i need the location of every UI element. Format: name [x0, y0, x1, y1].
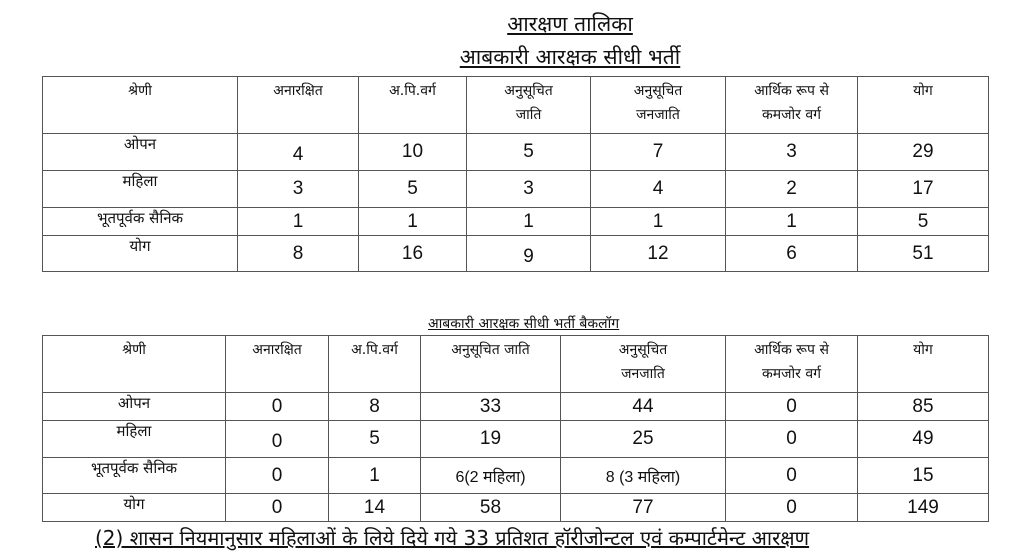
document-title: आरक्षण तालिका: [507, 12, 633, 36]
header-sc: [467, 77, 591, 134]
backlog-table: [42, 335, 989, 522]
cell-value: 1: [329, 458, 421, 494]
table-row: [43, 208, 989, 236]
header-ews: [726, 77, 858, 134]
header-ews-label: आर्थिक रूप से कमजोर वर्ग: [754, 83, 829, 123]
header-st-label: अनुसूचित जनजाति: [618, 342, 668, 382]
header-category: श्रेणी: [43, 336, 226, 393]
reservation-table: [42, 76, 989, 272]
table-row: [43, 171, 989, 208]
cell-value: 0: [226, 494, 329, 522]
cell-value: 49: [858, 421, 989, 458]
header-ews-label: आर्थिक रूप से कमजोर वर्ग: [754, 342, 829, 382]
table-row: [43, 393, 989, 421]
cell-value: 9: [467, 236, 591, 272]
cell-value: 77: [561, 494, 726, 522]
cell-value: 3: [467, 171, 591, 208]
cell-value: 44: [561, 393, 726, 421]
cell-value: 15: [858, 458, 989, 494]
cell-value: 0: [726, 458, 858, 494]
row-category: भूतपूर्वक सैनिक: [43, 208, 238, 236]
row-category: महिला: [43, 421, 226, 458]
row-category: योग: [43, 494, 226, 522]
header-st-label: अनुसूचित जनजाति: [633, 83, 683, 123]
header-unreserved: अनारक्षित: [238, 77, 359, 134]
cell-value: 6(2 महिला): [421, 458, 561, 494]
cell-value: 14: [329, 494, 421, 522]
header-category: श्रेणी: [43, 77, 238, 134]
footer-paragraph-partial: (2) शासन नियमानुसार महिलाओं के लिये दिये गये 33 प्रतिशत हॉरीजोन्टल एवं कम्पार्टमेन्ट आरक्षण: [95, 526, 810, 550]
cell-value: 5: [467, 134, 591, 171]
cell-value: 17: [858, 171, 989, 208]
header-total: योग: [858, 77, 989, 134]
cell-value: 3: [726, 134, 858, 171]
cell-value: 1: [238, 208, 359, 236]
cell-value: 149: [858, 494, 989, 522]
cell-value: 0: [726, 393, 858, 421]
cell-value: 1: [359, 208, 467, 236]
table-row: [43, 458, 989, 494]
cell-value: 25: [561, 421, 726, 458]
cell-value: 19: [421, 421, 561, 458]
header-ews: [726, 336, 858, 393]
cell-value: 1: [591, 208, 726, 236]
cell-value: 8: [329, 393, 421, 421]
cell-value: 1: [467, 208, 591, 236]
cell-value: 10: [359, 134, 467, 171]
cell-value: 0: [726, 421, 858, 458]
cell-value: 29: [858, 134, 989, 171]
table-total-row: [43, 494, 989, 522]
cell-value: 5: [359, 171, 467, 208]
cell-value: 51: [858, 236, 989, 272]
cell-value: 1: [726, 208, 858, 236]
header-sc: अनुसूचित जाति: [421, 336, 561, 393]
cell-value: 0: [226, 421, 329, 458]
row-category: ओपन: [43, 134, 238, 171]
cell-value: 0: [726, 494, 858, 522]
row-category: महिला: [43, 171, 238, 208]
cell-value: 6: [726, 236, 858, 272]
header-st: [561, 336, 726, 393]
row-category: योग: [43, 236, 238, 272]
header-total: योग: [858, 336, 989, 393]
cell-value: 8 (3 महिला): [561, 458, 726, 494]
cell-value: 12: [591, 236, 726, 272]
table-row: [43, 134, 989, 171]
row-category: ओपन: [43, 393, 226, 421]
cell-value: 4: [238, 134, 359, 171]
cell-value: 3: [238, 171, 359, 208]
table-total-row: [43, 236, 989, 272]
header-st: [591, 77, 726, 134]
cell-value: 4: [591, 171, 726, 208]
cell-value: 5: [329, 421, 421, 458]
header-sc-label: अनुसूचित जाति: [504, 83, 553, 123]
cell-value: 7: [591, 134, 726, 171]
row-category: भूतपूर्वक सैनिक: [43, 458, 226, 494]
cell-value: 33: [421, 393, 561, 421]
cell-value: 5: [858, 208, 989, 236]
document-subtitle: आबकारी आरक्षक सीधी भर्ती: [459, 45, 681, 69]
table-header-row: [43, 77, 989, 134]
cell-value: 0: [226, 458, 329, 494]
table-header-row: [43, 336, 989, 393]
header-unreserved: अनारक्षित: [226, 336, 329, 393]
cell-value: 0: [226, 393, 329, 421]
cell-value: 8: [238, 236, 359, 272]
backlog-table-title: आबकारी आरक्षक सीधी भर्ती बैकलॉग: [428, 316, 620, 332]
table-row: [43, 421, 989, 458]
cell-value: 16: [359, 236, 467, 272]
cell-value: 2: [726, 171, 858, 208]
header-obc: अ.पि.वर्ग: [359, 77, 467, 134]
header-obc: अ.पि.वर्ग: [329, 336, 421, 393]
cell-value: 85: [858, 393, 989, 421]
cell-value: 58: [421, 494, 561, 522]
